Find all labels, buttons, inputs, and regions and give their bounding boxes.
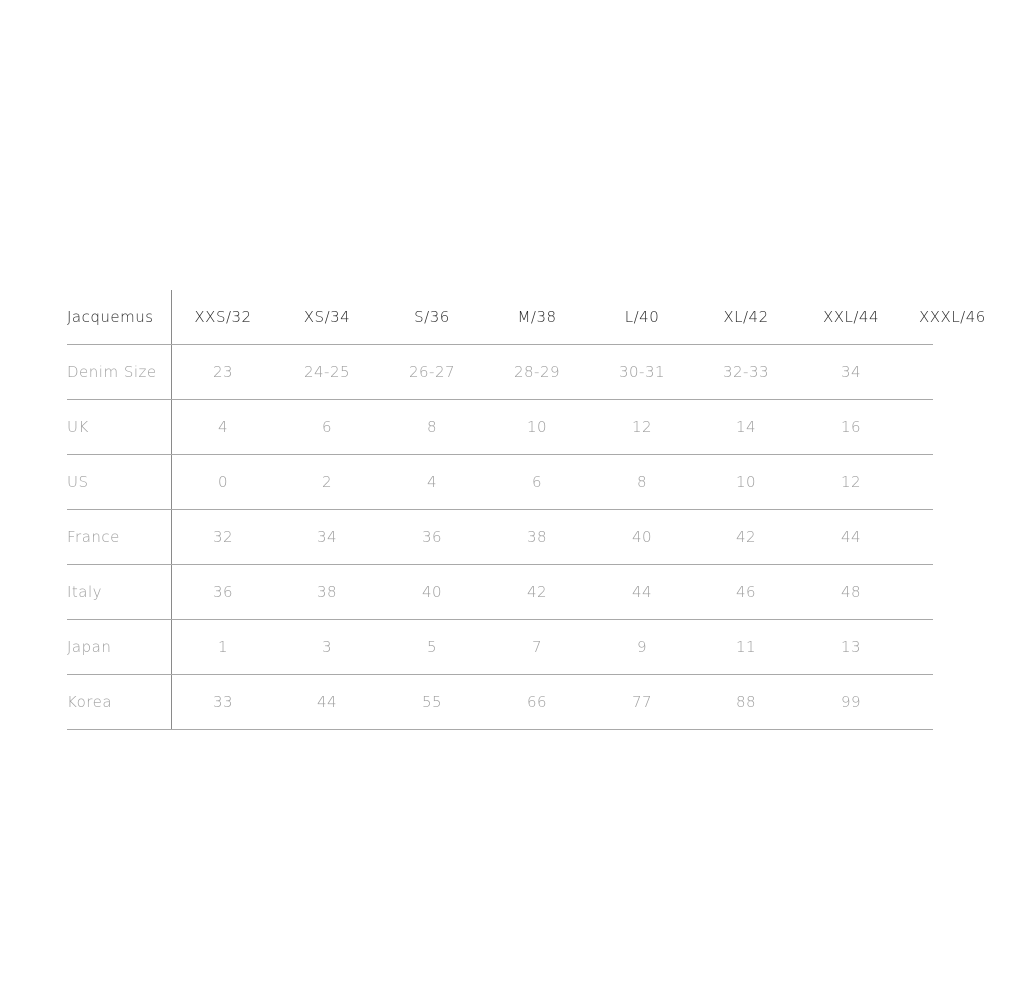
table-row <box>67 400 933 455</box>
table-cell: 11 <box>735 638 757 656</box>
table-cell: 6 <box>321 418 333 436</box>
table-cell: 34 <box>840 363 862 381</box>
table-cell: 10 <box>735 473 757 491</box>
table-cell: 10 <box>526 418 548 436</box>
table-cell: 6 <box>531 473 543 491</box>
table-cell: 7 <box>531 638 543 656</box>
row-divider <box>67 729 933 730</box>
table-cell: 30-31 <box>618 363 666 381</box>
column-header: XS/34 <box>303 308 351 326</box>
table-row <box>67 510 933 565</box>
table-cell: 8 <box>426 418 438 436</box>
table-cell: 38 <box>316 583 338 601</box>
table-cell: 32 <box>212 528 234 546</box>
table-row <box>67 455 933 510</box>
table-cell: 44 <box>840 528 862 546</box>
table-cell: 38 <box>526 528 548 546</box>
table-cell: 46 <box>735 583 757 601</box>
row-label: Korea <box>67 693 113 711</box>
table-cell: 16 <box>840 418 862 436</box>
table-cell: 42 <box>526 583 548 601</box>
column-header: M/38 <box>517 308 557 326</box>
table-cell: 14 <box>735 418 757 436</box>
table-cell: 88 <box>735 693 757 711</box>
column-header: S/36 <box>414 308 450 326</box>
column-header: XL/42 <box>723 308 769 326</box>
table-row <box>67 345 933 400</box>
table-cell: 44 <box>631 583 653 601</box>
table-cell: 0 <box>217 473 229 491</box>
table-header-row <box>67 290 986 345</box>
table-row <box>67 620 933 675</box>
row-label: UK <box>67 418 89 436</box>
table-cell: 4 <box>217 418 229 436</box>
table-cell: 42 <box>735 528 757 546</box>
table-cell: 5 <box>426 638 438 656</box>
table-cell: 48 <box>840 583 862 601</box>
table-cell: 26-27 <box>408 363 456 381</box>
table-cell: 4 <box>426 473 438 491</box>
table-cell: 34 <box>316 528 338 546</box>
table-cell: 55 <box>421 693 443 711</box>
table-cell: 13 <box>840 638 862 656</box>
row-label: Italy <box>67 583 103 601</box>
table-cell: 33 <box>212 693 234 711</box>
row-label: US <box>67 473 89 491</box>
table-cell: 66 <box>526 693 548 711</box>
table-cell: 23 <box>212 363 234 381</box>
table-cell: 8 <box>636 473 648 491</box>
table-cell: 32-33 <box>722 363 770 381</box>
table-cell: 44 <box>316 693 338 711</box>
row-label: Denim Size <box>67 363 157 381</box>
table-cell: 12 <box>840 473 862 491</box>
table-cell: 40 <box>631 528 653 546</box>
brand-label: Jacquemus <box>67 308 154 326</box>
table-cell: 12 <box>631 418 653 436</box>
column-header: XXS/32 <box>194 308 252 326</box>
table-row <box>67 565 933 620</box>
table-cell: 24-25 <box>303 363 351 381</box>
table-cell: 9 <box>636 638 648 656</box>
column-header: L/40 <box>624 308 660 326</box>
table-cell: 36 <box>421 528 443 546</box>
column-header: XXL/44 <box>822 308 880 326</box>
table-cell: 1 <box>217 638 229 656</box>
table-cell: 36 <box>212 583 234 601</box>
table-cell: 2 <box>321 473 333 491</box>
table-cell: 3 <box>321 638 333 656</box>
row-label: France <box>67 528 120 546</box>
table-cell: 28-29 <box>513 363 561 381</box>
table-row <box>67 675 933 730</box>
table-cell: 99 <box>840 693 862 711</box>
row-label: Japan <box>67 638 112 656</box>
table-cell: 40 <box>421 583 443 601</box>
table-cell: 77 <box>631 693 653 711</box>
column-header: XXXL/46 <box>919 308 986 326</box>
size-chart-table <box>67 290 986 730</box>
